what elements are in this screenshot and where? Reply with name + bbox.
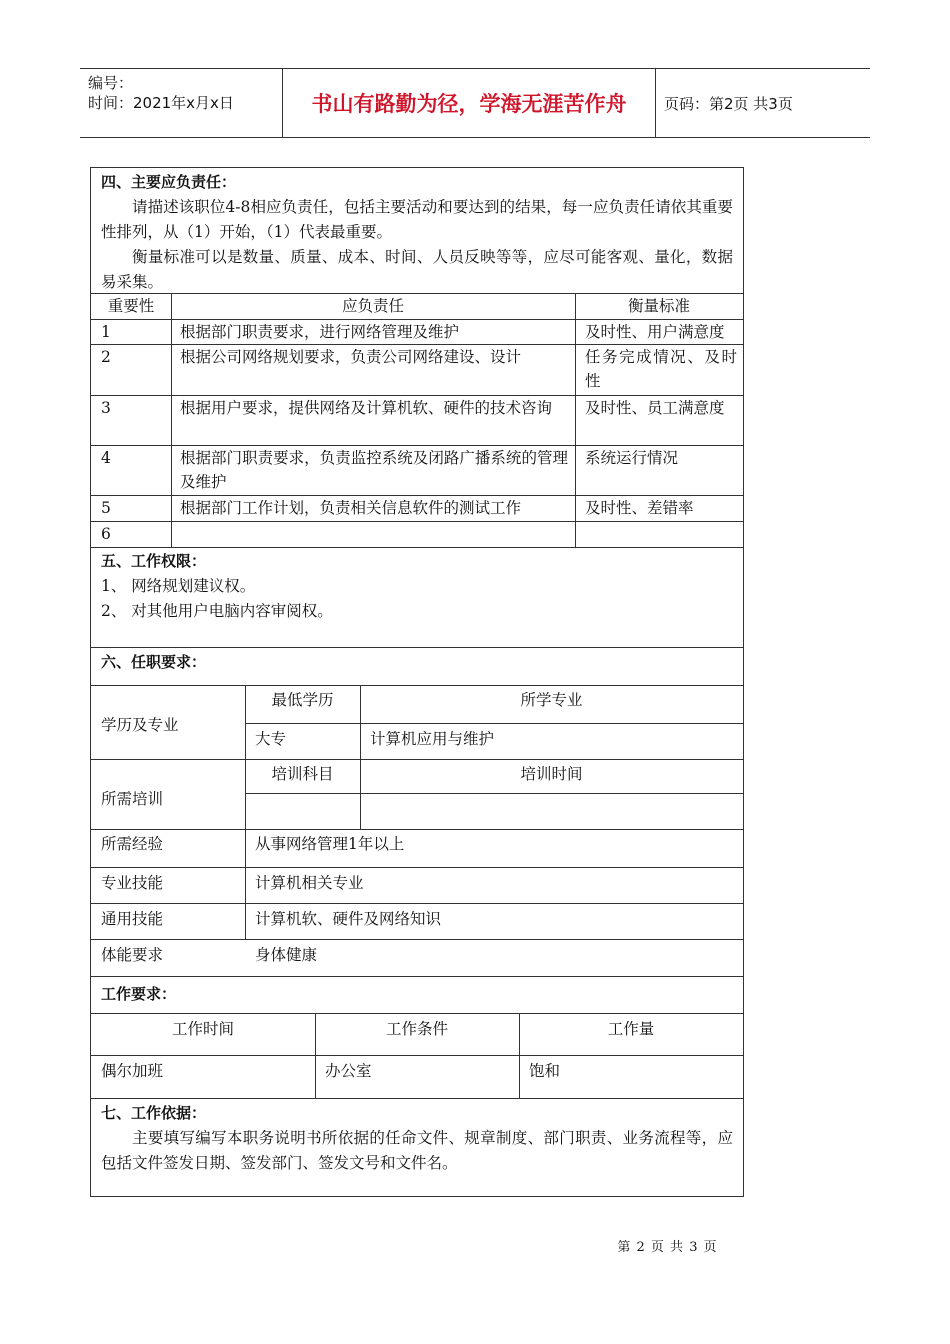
work-requirements-title: 工作要求： xyxy=(101,985,177,1003)
section5-title: 五、工作权限： xyxy=(101,552,207,570)
section4-title: 四、主要应负责任： xyxy=(101,173,237,191)
workload-header: 工作量 xyxy=(607,1020,655,1038)
pro-skill-label: 专业技能 xyxy=(101,874,164,892)
physical-value: 身体健康 xyxy=(255,946,318,964)
duty-row-5-no: 5 xyxy=(101,499,111,517)
column-header-importance: 重要性 xyxy=(107,297,155,315)
page-header xyxy=(80,68,870,138)
training-subject-header: 培训科目 xyxy=(271,765,334,783)
permission-item-2: 2、 对其他用户电脑内容审阅权。 xyxy=(101,602,333,620)
pro-skill-value: 计算机相关专业 xyxy=(255,874,364,892)
duty-row-1-no: 1 xyxy=(101,323,111,341)
major-header: 所学专业 xyxy=(520,691,583,709)
header-page-label: 页码：第2页 共3页 xyxy=(664,94,793,113)
min-education-header: 最低学历 xyxy=(271,691,334,709)
column-header-duty: 应负责任 xyxy=(341,297,404,315)
section7-title: 七、工作依据： xyxy=(101,1104,207,1122)
section7-paragraph: 主要填写编写本职务说明书所依据的任命文件、规章制度、部门职责、业务流程等，应包括文件签发日期、签发部门、签发文号和文件名。 xyxy=(101,1129,733,1172)
duty-row-2-measure: 任务完成情况、及时性 xyxy=(585,348,737,390)
duty-row-5-measure: 及时性、差错率 xyxy=(585,499,694,517)
section4-measure-note: 衡量标准可以是数量、质量、成本、时间、人员反映等等，应尽可能客观、量化，数据易采集。 xyxy=(101,248,733,291)
duty-row-1-duty: 根据部门职责要求，进行网络管理及维护 xyxy=(180,323,460,341)
duty-row-4-duty: 根据部门职责要求，负责监控系统及闭路广播系统的管理及维护 xyxy=(180,449,568,491)
work-condition-header: 工作条件 xyxy=(385,1020,448,1038)
job-description-form xyxy=(90,167,744,1197)
duty-row-3-no: 3 xyxy=(101,399,111,417)
major-value: 计算机应用与维护 xyxy=(370,730,495,748)
duty-row-3-measure: 及时性、员工满意度 xyxy=(585,399,725,417)
duty-row-4-measure: 系统运行情况 xyxy=(585,449,679,467)
duty-row-2-duty: 根据公司网络规划要求，负责公司网络建设、设计 xyxy=(180,348,522,366)
work-time-header: 工作时间 xyxy=(171,1020,234,1038)
page-footer: 第 2 页 共 3 页 xyxy=(617,1240,718,1255)
header-motto: 书山有路勤为径，学海无涯苦作舟 xyxy=(282,69,656,137)
duty-row-6-no: 6 xyxy=(101,525,111,543)
duty-row-5-duty: 根据部门工作计划，负责相关信息软件的测试工作 xyxy=(180,499,522,517)
permission-item-1: 1、 网络规划建议权。 xyxy=(101,577,256,595)
section6-title: 六、任职要求： xyxy=(101,653,207,671)
duty-row-4-no: 4 xyxy=(101,449,111,467)
column-header-measure: 衡量标准 xyxy=(627,297,690,315)
experience-value: 从事网络管理1年以上 xyxy=(255,835,405,853)
experience-label: 所需经验 xyxy=(101,835,164,853)
duty-row-3-duty: 根据用户要求，提供网络及计算机软、硬件的技术咨询 xyxy=(180,399,553,417)
min-education-value: 大专 xyxy=(255,730,287,748)
workload-value: 饱和 xyxy=(529,1062,561,1080)
header-meta xyxy=(80,69,282,137)
duty-row-1-measure: 及时性、用户满意度 xyxy=(585,323,725,341)
document-code-label: 编号： xyxy=(88,74,134,92)
general-skill-value: 计算机软、硬件及网络知识 xyxy=(255,910,442,928)
general-skill-label: 通用技能 xyxy=(101,910,164,928)
training-time-header: 培训时间 xyxy=(520,765,583,783)
document-date-label: 时间：2021年x月x日 xyxy=(88,94,234,112)
education-label: 学历及专业 xyxy=(101,716,179,734)
training-label: 所需培训 xyxy=(101,790,164,808)
physical-label: 体能要求 xyxy=(101,946,164,964)
work-condition-value: 办公室 xyxy=(325,1062,372,1080)
work-time-value: 偶尔加班 xyxy=(101,1062,164,1080)
duty-row-2-no: 2 xyxy=(101,348,111,366)
section4-instructions: 请描述该职位4-8相应负责任，包括主要活动和要达到的结果，每一应负责任请依其重要性排列，从（1）开始，（1）代表最重要。 xyxy=(101,198,733,241)
